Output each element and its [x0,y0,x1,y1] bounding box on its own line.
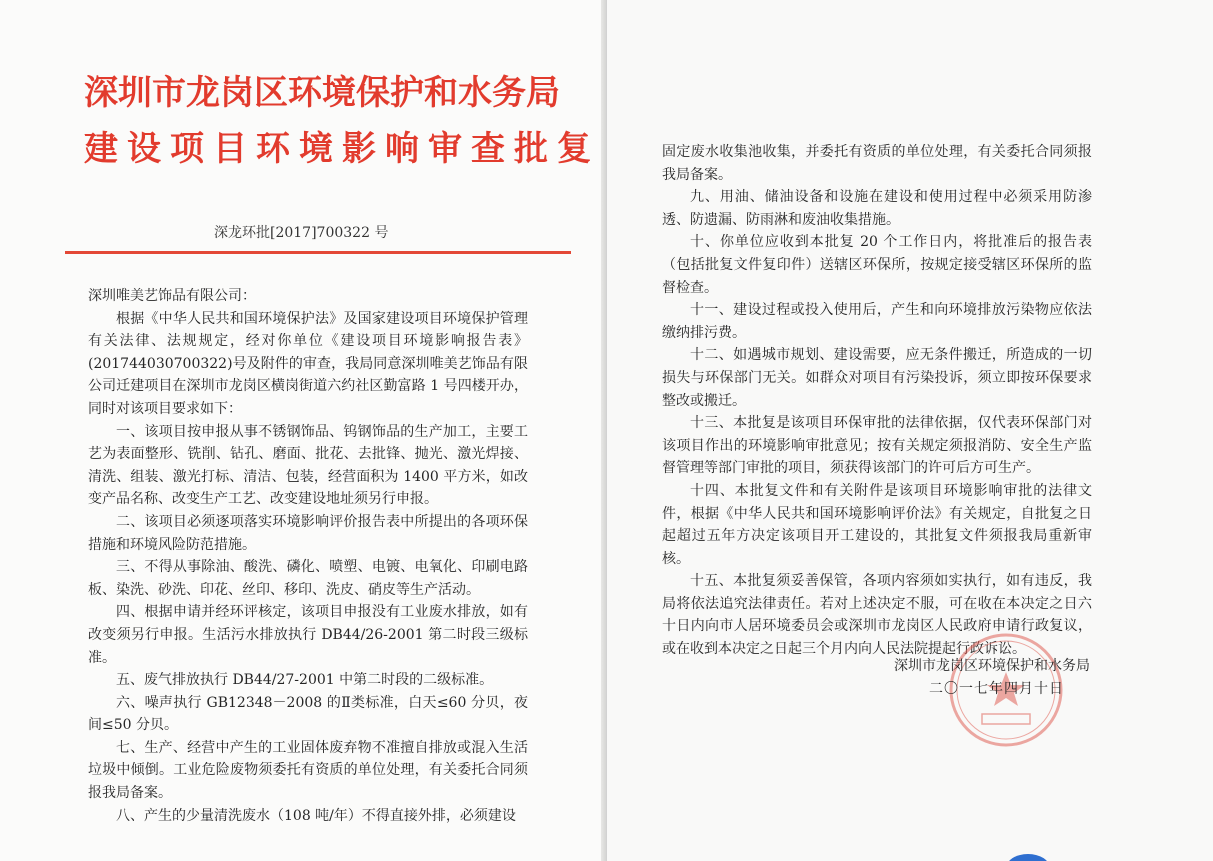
requirement-12: 十二、如遇城市规划、建设需要，应无条件搬迁，所造成的一切损失与环保部门无关。如群众对项目有污染投诉，须立即按环保要求整改或搬迁。 [662,347,1092,409]
requirement-10: 十、你单位应收到本批复 20 个工作日内，将批准后的报告表（包括批复文件复印件）送辖区环保所，按规定接受辖区环保所的监督检查。 [662,234,1092,296]
right-page-body [662,141,1092,661]
left-page-body [88,285,528,827]
requirement-11: 十一、建设过程或投入使用后，产生和向环境排放污染物应依法缴纳排污费。 [662,302,1092,341]
requirement-4: 四、根据申请并经环评核定，该项目申报没有工业废水排放，如有改变须另行申报。生活污水排放执行 DB44/26-2001 第二时段三级标准。 [88,604,528,666]
requirement-3: 三、不得从事除油、酸洗、磷化、喷塑、电镀、电氧化、印刷电路板、染洗、砂洗、印花、丝印、移印、洗皮、硝皮等生产活动。 [88,559,528,598]
left-page [0,0,601,861]
requirement-1: 一、该项目按申报从事不锈钢饰品、钨钢饰品的生产加工，主要工艺为表面整形、铣削、钻孔、磨面、批花、去批锋、抛光、激光焊接、清洗、组装、激光打标、清洁、包装，经营面积为 1400 平方米，如改变产品名称、改变生产工艺、改变建设地址须另行申报。 [88,423,528,508]
requirement-5: 五、废气排放执行 DB44/27-2001 中第二时段的二级标准。 [116,672,494,689]
corner-logo-icon [1004,844,1052,861]
document-number: 深龙环批[2017]700322 号 [214,225,389,241]
red-divider-line [65,251,571,254]
requirement-6: 六、噪声执行 GB12348－2008 的Ⅱ类标准，白天≤60 分贝，夜间≤50 分贝。 [88,694,528,734]
issuing-agency: 深圳市龙岗区环境保护和水务局 [894,658,1090,674]
requirement-14: 十四、本批复文件和有关附件是该项目环境影响审批的法律文件，根据《中华人民共和国环境影响评价法》有关规定，自批复之日起超过五年方决定该项目开工建设的，其批复文件须报我局重新审核。 [662,482,1092,567]
requirement-2: 二、该项目必须逐项落实环境影响评价报告表中所提出的各项环保措施和环境风险防范措施。 [88,513,528,553]
requirement-13: 十三、本批复是该项目环保审批的法律依据，仅代表环保部门对该项目作出的环境影响审批意见；按有关规定须报消防、安全生产监督管理等部门审批的项目，须获得该部门的许可后方可生产。 [662,415,1092,477]
intro-paragraph: 根据《中华人民共和国环境保护法》及国家建设项目环境保护管理有关法律、法规规定，经对你单位《建设项目环境影响报告表》(201744030700322)号及附件的审查，我局同意深圳唯美艺饰品有限公司迁建项目在深圳市龙岗区横岗街道六约社区勤富路 1 号四楼开办，同时对该项目要求如下： [88,310,528,417]
issue-date: 二〇一七年四月十日 [929,681,1064,697]
addressee: 深圳唯美艺饰品有限公司： [88,288,256,304]
document-title: 建设项目环境影响审查批复 [84,129,600,169]
requirement-7: 七、生产、经营中产生的工业固体废弃物不准擅自排放或混入生活垃圾中倾倒。工业危险废物须委托有资质的单位处理，有关委托合同须报我局备案。 [88,739,528,802]
requirement-15: 十五、本批复须妥善保管，各项内容须如实执行，如有违反，我局将依法追究法律责任。若对上述决定不服，可在收在本决定之日六十日内向市人居环境委员会或深圳市龙岗区人民政府申请行政复议，或在收到本决定之日起三个月内向人民法院提起行政诉讼。 [662,573,1092,658]
requirement-8-continued: 固定废水收集池收集，并委托有资质的单位处理，有关委托合同须报我局备案。 [662,144,1092,183]
requirement-8: 八、产生的少量清洗废水（108 吨/年）不得直接外排，必须建设 [116,807,516,824]
signature-block [880,655,1090,701]
requirement-9: 九、用油、储油设备和设施在建设和使用过程中必须采用防渗透、防遗漏、防雨淋和废油收集措施。 [662,189,1092,228]
agency-title: 深圳市龙岗区环境保护和水务局 [84,73,560,113]
